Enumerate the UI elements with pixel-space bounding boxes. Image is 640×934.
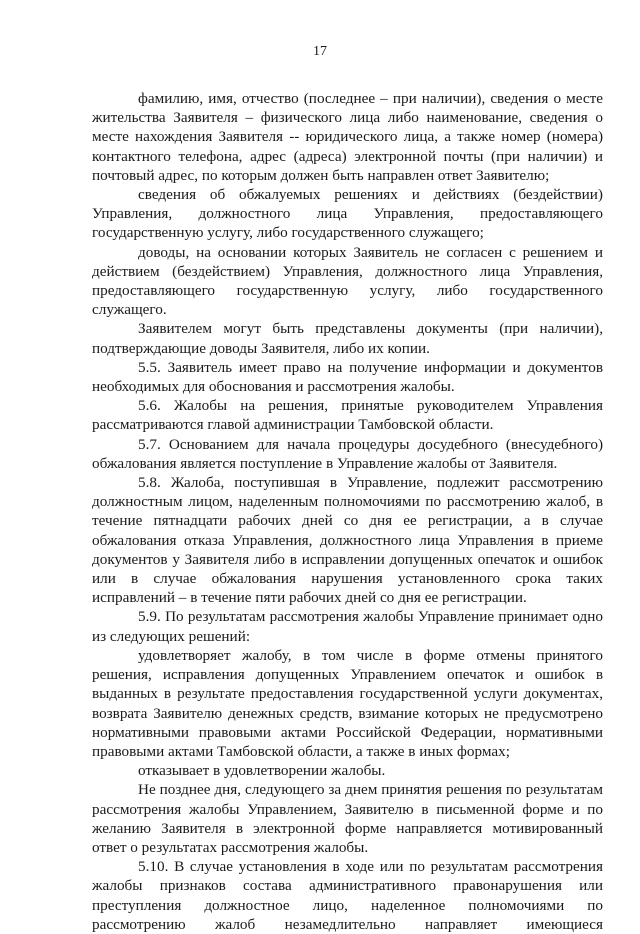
paragraph-arguments: доводы, на основании которых Заявитель не согласен с решением и действием (бездействием) Управления, должностного лица Управления, предоставляющего государственную услугу, либо государственного служащего. bbox=[92, 243, 603, 319]
paragraph-refuses-complaint: отказывает в удовлетворении жалобы. bbox=[138, 762, 386, 780]
paragraph-reasoned-response: Не позднее дня, следующего за днем принятия решения по результатам рассмотрения жалобы Управлением, Заявителю в письменной форме и по желанию Заявителя в электронной форме направляется мотивированный ответ о результатах рассмотрения жалобы. bbox=[92, 781, 603, 856]
paragraph-applicant-details: фамилию, имя, отчество (последнее – при наличии), сведения о месте жительства Заявителя – физического лица либо наименование, сведения о месте нахождения Заявителя -- юридического лица, а также номер (номера) контактного телефона, адрес (адреса) электронной почты (при наличии) и почтовый адрес, по которым должен быть направлен ответ Заявителю; bbox=[92, 90, 603, 184]
paragraph-satisfies-complaint: удовлетворяет жалобу, в том числе в форме отмены принятого решения, исправления допущенных Управлением опечаток и ошибок в выданных в результате предоставления государственной услуги документах, возврата Заявителю денежных средств, взимание которых не предусмотрено нормативными правовыми актами Российской Федерации, нормативными правовыми актами Тамбовской области, а также в иных формах; bbox=[92, 646, 603, 760]
paragraph-5-10: 5.10. В случае установления в ходе или по результатам рассмотрения жалобы признаков состава административного правонарушения или преступления должностное лицо, наделенное полномочиями по рассмотрению жалоб незамедлительно направляет имеющиеся bbox=[92, 858, 603, 933]
paragraph-appealed-decisions: сведения об обжалуемых решениях и действиях (бездействии) Управления, должностного лица Управления, предоставляющего государственную услугу, либо государственного служащего; bbox=[92, 186, 603, 242]
paragraph-5-6: 5.6. Жалобы на решения, принятые руководителем Управления рассматриваются главой администрации Тамбовской области. bbox=[92, 397, 603, 434]
paragraph-5-8: 5.8. Жалоба, поступившая в Управление, подлежит рассмотрению должностным лицом, наделенным полномочиями по рассмотрению жалоб, в течение пятнадцати рабочих дней со дня ее регистрации, а в случае обжалования отказа Управления, должностного лица Управления в приеме документов у Заявителя либо в исправлении допущенных опечаток и ошибок или в случае обжалования нарушения установленного срока таких исправлений – в течение пяти рабочих дней со дня ее регистрации. bbox=[92, 474, 603, 607]
document-body bbox=[92, 89, 603, 934]
paragraph-5-7: 5.7. Основанием для начала процедуры досудебного (внесудебного) обжалования является поступление в Управление жалобы от Заявителя. bbox=[92, 435, 603, 472]
paragraph-5-9: 5.9. По результатам рассмотрения жалобы Управление принимает одно из следующих решений: bbox=[92, 608, 603, 645]
paragraph-5-5: 5.5. Заявитель имеет право на получение информации и документов необходимых для обоснования и рассмотрения жалобы. bbox=[92, 358, 603, 396]
page-number: 17 bbox=[313, 44, 327, 59]
paragraph-supporting-documents: Заявителем могут быть представлены документы (при наличии), подтверждающие доводы Заявителя, либо их копии. bbox=[92, 320, 603, 357]
